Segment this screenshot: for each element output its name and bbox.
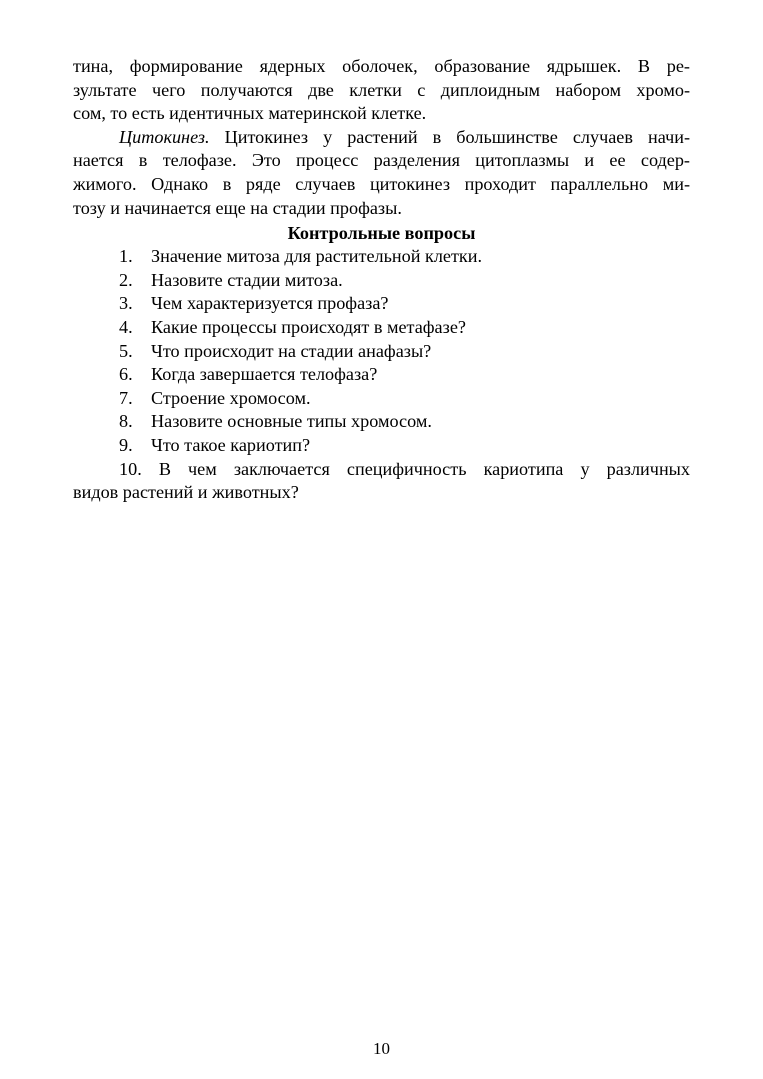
item-number: 1. (119, 246, 133, 267)
list-item (73, 245, 690, 269)
paragraph-mitosis-end (73, 55, 690, 126)
item-number: 8. (119, 411, 133, 432)
list-item (73, 434, 690, 458)
list-item (73, 269, 690, 293)
item-number: 5. (119, 340, 133, 361)
text-line: зультате чего получаются две клетки с диплоидным набором хромо- (73, 79, 690, 100)
item-number: 6. (119, 364, 133, 385)
text-line: видов растений и животных? (73, 482, 299, 503)
item-text: Чем характеризуется профаза? (151, 293, 389, 314)
text-line (73, 126, 690, 150)
list-item (73, 410, 690, 434)
item-text: Какие процессы происходят в метафазе? (151, 316, 466, 337)
list-item (73, 340, 690, 364)
text-line: тина, формирование ядерных оболочек, образование ядрышек. В ре- (73, 56, 690, 76)
item-text: Что происходит на стадии анафазы? (151, 340, 432, 361)
item-text: Назовите стадии митоза. (151, 269, 343, 290)
text-fragment: Цитокинез у растений в большинстве случаев начи- (224, 126, 691, 147)
page-number: 10 (373, 1039, 390, 1058)
item-text: Строение хромосом. (151, 387, 311, 408)
questions-list (73, 245, 690, 505)
list-item (73, 292, 690, 316)
text-line: тозу и начинается еще на стадии профазы. (73, 197, 402, 218)
text-line: 10. В чем заключается специфичность кариотипа у различных (119, 458, 690, 479)
item-number: 3. (119, 293, 133, 314)
page-body (73, 55, 690, 505)
item-number: 9. (119, 434, 133, 455)
list-item (73, 363, 690, 387)
item-number: 7. (119, 387, 133, 408)
section-heading: Контрольные вопросы (287, 223, 476, 244)
item-text: Когда завершается телофаза? (151, 364, 378, 385)
text-line: сом, то есть идентичных материнской клетке. (73, 103, 427, 124)
text-line: жимого. Однако в ряде случаев цитокинез проходит параллельно ми- (73, 173, 690, 194)
list-item-last (73, 458, 690, 505)
item-number: 2. (119, 269, 133, 290)
list-item (73, 387, 690, 411)
item-number: 4. (119, 316, 133, 337)
text-line: нается в телофазе. Это процесс разделения цитоплазмы и ее содер- (73, 150, 690, 171)
item-text: Значение митоза для растительной клетки. (151, 246, 483, 267)
item-text: Что такое кариотип? (151, 434, 311, 455)
paragraph-cytokinesis (73, 126, 690, 220)
list-item (73, 316, 690, 340)
cytokinesis-term: Цитокинез. (119, 126, 210, 147)
item-text: Назовите основные типы хромосом. (151, 411, 432, 432)
